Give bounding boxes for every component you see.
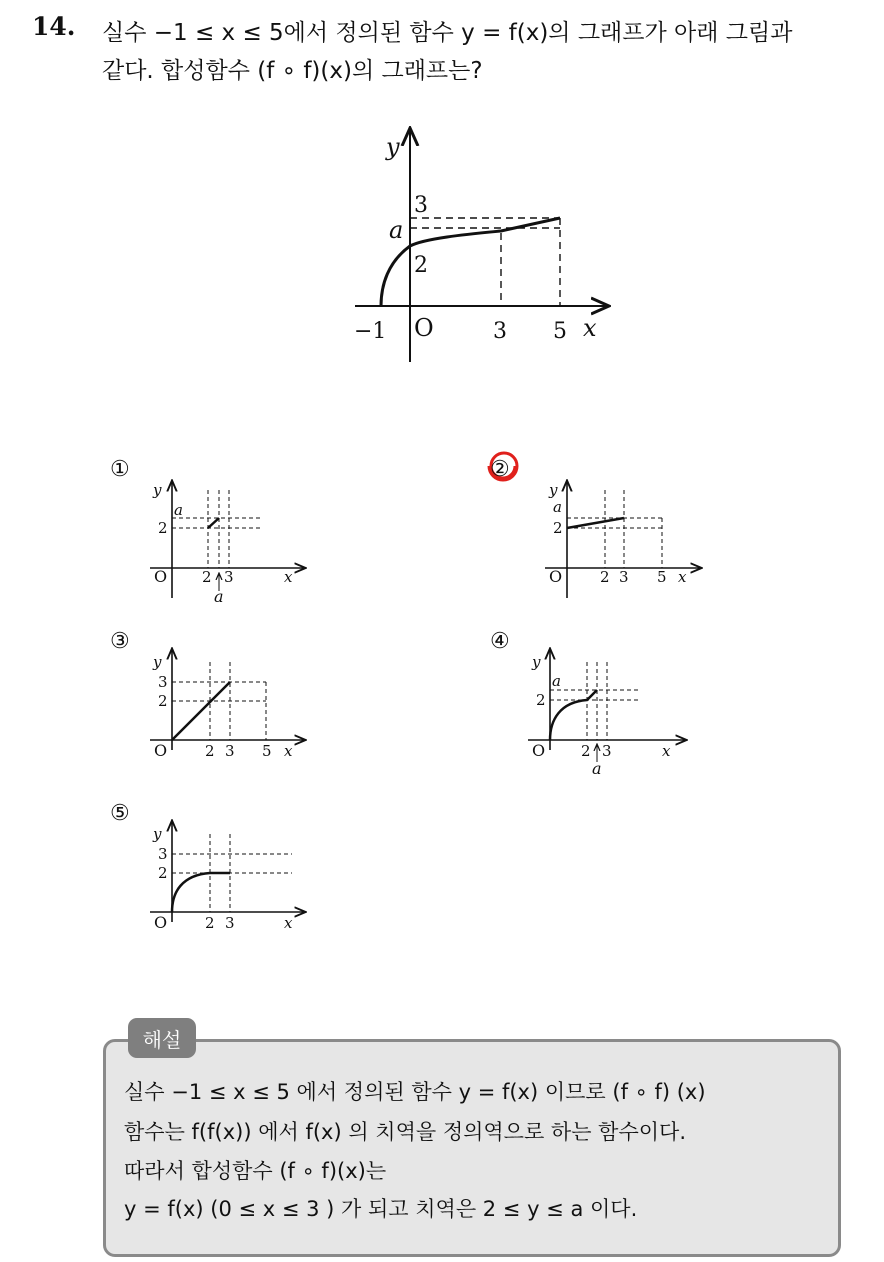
- svg-text:2: 2: [581, 742, 591, 760]
- svg-text:3: 3: [158, 673, 168, 691]
- svg-text:2: 2: [600, 568, 610, 586]
- option-1-label: ①: [110, 457, 130, 482]
- question-text-line2: 같다. 합성함수 (f ∘ f)(x)의 그래프는?: [102, 58, 483, 84]
- option-3-label: ③: [110, 629, 130, 654]
- solution-line3: 따라서 합성함수 (f ∘ f)(x)는: [124, 1159, 387, 1183]
- svg-text:2: 2: [553, 519, 563, 537]
- svg-text:x: x: [284, 742, 293, 760]
- solution-tag: 해설: [128, 1018, 196, 1058]
- svg-text:O: O: [154, 567, 168, 586]
- main-curve: [381, 218, 560, 306]
- question-number: 14.: [32, 12, 76, 41]
- svg-text:2: 2: [158, 864, 168, 882]
- svg-text:y: y: [153, 825, 162, 843]
- svg-text:2: 2: [205, 914, 215, 932]
- svg-text:O: O: [154, 913, 168, 932]
- svg-text:y: y: [532, 653, 541, 671]
- svg-text:O: O: [532, 741, 546, 760]
- main-ytick-2: 2: [414, 253, 428, 278]
- svg-text:5: 5: [657, 568, 667, 586]
- svg-text:3: 3: [225, 742, 235, 760]
- option-4[interactable]: [490, 629, 685, 778]
- main-xtick-neg1: −1: [354, 319, 387, 344]
- option-3[interactable]: [110, 629, 304, 760]
- svg-text:x: x: [284, 914, 293, 932]
- main-y-label: y: [386, 133, 400, 161]
- svg-text:a: a: [553, 498, 562, 516]
- svg-text:a: a: [592, 759, 602, 778]
- svg-text:3: 3: [224, 568, 234, 586]
- options-area: [0, 440, 884, 980]
- svg-text:2: 2: [158, 692, 168, 710]
- svg-text:2: 2: [205, 742, 215, 760]
- svg-text:y: y: [549, 481, 558, 499]
- svg-text:a: a: [552, 672, 561, 690]
- solution-box: [103, 1039, 841, 1257]
- main-ytick-3: 3: [414, 193, 428, 218]
- solution-line4: y = f(x) (0 ≤ x ≤ 3 ) 가 되고 치역은 2 ≤ y ≤ a 이다.: [124, 1197, 638, 1221]
- svg-text:O: O: [549, 567, 563, 586]
- option-1[interactable]: [110, 457, 304, 606]
- option-5-label: ⑤: [110, 801, 130, 826]
- svg-text:2: 2: [536, 691, 546, 709]
- svg-text:y: y: [153, 653, 162, 671]
- svg-text:3: 3: [225, 914, 235, 932]
- svg-text:x: x: [678, 568, 687, 586]
- svg-text:2: 2: [202, 568, 212, 586]
- svg-text:a: a: [214, 587, 224, 606]
- main-xtick-5: 5: [553, 319, 567, 344]
- svg-text:3: 3: [602, 742, 612, 760]
- solution-line1: 실수 −1 ≤ x ≤ 5 에서 정의된 함수 y = f(x) 이므로 (f ∘ f) (x): [124, 1080, 706, 1104]
- svg-text:O: O: [154, 741, 168, 760]
- main-x-label: x: [583, 314, 597, 342]
- svg-text:x: x: [284, 568, 293, 586]
- svg-text:3: 3: [619, 568, 629, 586]
- svg-text:y: y: [153, 481, 162, 499]
- svg-text:5: 5: [262, 742, 272, 760]
- svg-text:x: x: [662, 742, 671, 760]
- svg-text:3: 3: [158, 845, 168, 863]
- question-text-line1: 실수 −1 ≤ x ≤ 5에서 정의된 함수 y = f(x)의 그래프가 아래 그림과: [102, 20, 793, 46]
- option-5[interactable]: [110, 801, 304, 932]
- main-ytick-a: a: [389, 216, 404, 244]
- svg-text:a: a: [174, 501, 183, 519]
- solution-line2: 함수는 f(f(x)) 에서 f(x) 의 치역을 정의역으로 하는 함수이다.: [124, 1120, 686, 1144]
- svg-text:2: 2: [158, 519, 168, 537]
- main-origin: O: [414, 314, 434, 342]
- option-4-label: ④: [490, 629, 510, 654]
- main-xtick-3: 3: [493, 319, 507, 344]
- option-2[interactable]: [489, 453, 700, 598]
- option-2-label: ②: [490, 457, 510, 482]
